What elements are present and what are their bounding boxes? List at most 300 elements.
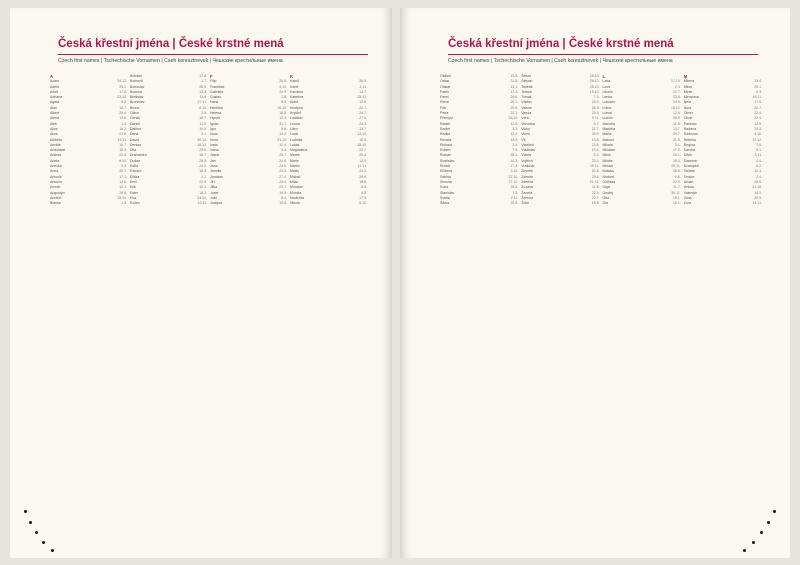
first-name: Leoš xyxy=(602,84,611,89)
name-day-date: 4.10. xyxy=(754,132,762,137)
name-day-date: 25.8. xyxy=(672,116,681,121)
name-day-date: 28.10. xyxy=(589,84,600,89)
first-name: Helena xyxy=(210,111,222,116)
name-day-date: 23.5. xyxy=(591,142,600,147)
name-day-date: 26.3. xyxy=(591,105,600,110)
first-name: Justýna xyxy=(210,201,223,206)
name-day-date: 24.7. xyxy=(359,105,367,110)
first-name: Šárka xyxy=(440,201,450,206)
name-day-date: 24.7. xyxy=(359,111,367,116)
name-day-date: 13.7. xyxy=(672,126,681,131)
name-day-date: 25.4. xyxy=(359,153,367,158)
first-name: Evžen xyxy=(130,201,140,206)
first-name: Radim xyxy=(440,126,451,131)
name-day-date: 15.4. xyxy=(591,148,600,153)
name-day-date: 31.7. xyxy=(279,121,287,126)
left-page-header xyxy=(58,38,368,64)
first-name: Břetislav xyxy=(130,95,144,100)
first-name: Teodor xyxy=(683,174,695,179)
first-name: Bohdan xyxy=(130,74,143,78)
first-name: Antonie xyxy=(50,174,62,179)
left-page xyxy=(10,8,392,558)
decorative-dot xyxy=(42,541,45,544)
first-name: Petra xyxy=(440,111,449,116)
name-day-date: 17.6. xyxy=(119,89,127,94)
name-day-date: 17.2. xyxy=(672,148,681,153)
name-day-date: 13.7. xyxy=(359,126,367,131)
first-name: Lucie xyxy=(290,132,299,137)
name-day-date: 29.4. xyxy=(510,185,519,190)
name-day-date: 23.5. xyxy=(591,111,600,116)
name-day-date: 24.12. xyxy=(197,195,207,200)
name-day-date: 25.7. xyxy=(279,153,287,158)
name-day-date: 12.6. xyxy=(510,121,519,126)
first-name: Dita xyxy=(130,148,137,153)
first-name: Alice xyxy=(50,126,58,131)
name-day-date: 3.4. xyxy=(512,142,519,147)
name-day-date: 19.3. xyxy=(279,190,287,195)
first-name: Alena xyxy=(50,116,59,121)
first-name: Lada xyxy=(602,79,611,84)
first-name: Filip xyxy=(210,79,217,84)
name-day-date: 5.1. xyxy=(756,148,762,153)
name-day-date: 24.2. xyxy=(359,169,367,174)
right-page-subtitle: Czech first names | Tschechische Vornamen | Cseh keresztnevek | Чешские крестильные имена xyxy=(448,58,673,64)
first-name: Aurelie xyxy=(50,195,61,200)
first-name: Jaroslav xyxy=(210,174,224,179)
first-name: Magdaléna xyxy=(290,148,308,153)
first-name: Lubor xyxy=(602,105,612,110)
name-day-date: 21.12. xyxy=(589,179,600,184)
first-name: Olivie xyxy=(683,116,693,121)
first-name: Marek xyxy=(290,153,300,158)
name-day-date: 17.4. xyxy=(510,164,519,169)
right-page xyxy=(400,8,790,558)
first-name: Žaneta xyxy=(521,190,533,195)
first-name: Zbyněk xyxy=(521,169,533,174)
name-day-date: 16.7. xyxy=(119,105,127,110)
name-day-date: 19.11. xyxy=(117,137,127,142)
first-name: Ludvík xyxy=(602,116,613,121)
first-name: Hedvika xyxy=(210,105,223,110)
name-row xyxy=(130,201,210,206)
first-name: Anežka xyxy=(50,164,62,169)
name-day-date: 23.4. xyxy=(591,158,600,163)
name-row xyxy=(210,201,290,206)
letter-heading: M xyxy=(683,74,688,79)
first-name: Simona xyxy=(440,179,452,184)
first-name: Tadeáš xyxy=(521,84,533,89)
decorative-dot xyxy=(752,541,755,544)
first-name: Vladislav xyxy=(521,148,536,153)
name-day-date: 26.12. xyxy=(589,79,600,84)
right-name-columns xyxy=(440,74,765,206)
name-day-date: 15.10. xyxy=(589,89,600,94)
name-column xyxy=(684,74,765,206)
first-name: Radovan xyxy=(683,132,698,137)
first-name: Patrik xyxy=(440,89,449,94)
name-day-date: 8.4. xyxy=(281,195,287,200)
name-day-date: 27.11. xyxy=(197,100,207,105)
first-name: Kryštof xyxy=(290,111,301,116)
first-name: Eduard xyxy=(130,169,142,174)
letter-heading: L xyxy=(602,74,606,79)
name-day-date: 24.2. xyxy=(199,164,207,169)
first-name: Markéta xyxy=(602,126,616,131)
name-day-date: 30.12. xyxy=(197,137,207,142)
name-day-date: 12.5. xyxy=(672,111,681,116)
letter-heading: F xyxy=(210,74,213,79)
name-day-date: 3.1. xyxy=(674,142,681,147)
title-rule xyxy=(448,54,758,55)
first-name: Ondřej xyxy=(602,190,614,195)
name-day-date: 8.2. xyxy=(756,164,762,169)
name-day-date: 4.10. xyxy=(279,84,287,89)
name-day-date: 10.1. xyxy=(199,185,207,190)
first-name: Alan xyxy=(50,105,58,110)
first-name: Nikola xyxy=(290,201,300,206)
name-day-date: 21.9. xyxy=(672,137,681,142)
name-day-date: 22.9. xyxy=(672,179,681,184)
name-day-date: 26.5. xyxy=(279,79,287,84)
first-name: Kateřina xyxy=(290,95,304,100)
name-row xyxy=(290,201,370,206)
first-name: Iveta xyxy=(210,142,218,147)
name-day-date: 21.10. xyxy=(752,185,762,190)
first-name: Světla xyxy=(440,195,450,200)
first-name: Anna xyxy=(50,169,59,174)
name-day-date: 12.8. xyxy=(359,100,367,105)
first-name: Pavel xyxy=(440,95,449,100)
name-day-date: 15.8. xyxy=(510,74,519,78)
name-day-date: 18.7. xyxy=(199,153,207,158)
first-name: Albert xyxy=(50,111,60,116)
first-name: Antonín xyxy=(50,179,63,184)
name-day-date: 27.10. xyxy=(508,179,519,184)
first-name: Denisa xyxy=(130,142,141,147)
name-day-date: 13.6. xyxy=(119,179,127,184)
first-name: David xyxy=(130,137,139,142)
first-name: Tomáš xyxy=(521,95,532,100)
name-day-date: 12.3. xyxy=(279,116,287,121)
name-day-date: 31.5. xyxy=(510,79,519,84)
name-day-date: 18.6. xyxy=(359,179,367,184)
decorative-dot xyxy=(743,549,746,552)
first-name: Valentýn xyxy=(683,190,698,195)
first-name: Nataša xyxy=(602,169,614,174)
first-name: Viola xyxy=(683,195,692,200)
name-day-date: 29.8. xyxy=(510,201,519,206)
first-name: Augustýn xyxy=(50,190,65,195)
first-name: Marcela xyxy=(602,121,615,126)
name-day-date: 1.7. xyxy=(201,79,207,84)
first-name: Silvie xyxy=(683,153,693,158)
name-day-date: 16.12. xyxy=(197,142,207,147)
first-name: Sandra xyxy=(683,148,696,153)
name-day-date: 2.11. xyxy=(510,195,519,200)
name-day-date: 17.1. xyxy=(119,174,127,179)
name-day-date: 21.6. xyxy=(119,132,127,137)
left-page-title: Česká křestní jména | České krstné mená xyxy=(58,38,284,50)
name-day-date: 30.11. xyxy=(671,190,681,195)
name-day-date: 26.1. xyxy=(510,100,519,105)
name-day-date: 14.9. xyxy=(672,100,681,105)
first-name: Alžběta xyxy=(50,137,62,142)
first-name: Amálie xyxy=(50,142,61,147)
first-name: Růžena xyxy=(440,169,453,174)
name-day-date: 16.11. xyxy=(752,95,762,100)
name-day-date: 2.4. xyxy=(756,174,762,179)
decorative-dot xyxy=(35,531,38,534)
first-name: Dušan xyxy=(130,158,141,163)
title-rule xyxy=(58,54,368,55)
name-day-date: 6.10. xyxy=(119,158,127,163)
name-day-date: 3.5. xyxy=(201,111,207,116)
name-day-date: 17.5. xyxy=(754,100,762,105)
name-day-date: 4.11. xyxy=(359,84,367,89)
first-name: Miluše xyxy=(602,158,613,163)
name-day-date: 11.8. xyxy=(591,185,600,190)
first-name: Vladimír xyxy=(521,142,535,147)
first-name: Želmíra xyxy=(521,195,534,200)
name-day-date: 25.1. xyxy=(119,84,127,89)
first-name: Josef xyxy=(210,190,219,195)
first-name: Radana xyxy=(683,126,697,131)
first-name: Jakub xyxy=(210,153,220,158)
first-name: Ludmila xyxy=(290,137,303,142)
name-day-date: 15.4. xyxy=(119,148,127,153)
first-name: Kristýna xyxy=(290,105,303,110)
first-name: Bohuslav xyxy=(130,84,145,89)
name-day-date: 26.7. xyxy=(119,169,127,174)
name-day-date: 25.11. xyxy=(357,95,367,100)
first-name: Svatopluk xyxy=(683,164,700,169)
first-name: Karel xyxy=(290,84,299,89)
first-name: Hana xyxy=(210,100,219,105)
name-day-date: 24.3. xyxy=(279,169,287,174)
name-day-date: 26.9. xyxy=(359,79,367,84)
first-name: Oldřich xyxy=(440,74,452,78)
name-day-date: 6.6. xyxy=(674,174,681,179)
decorative-dot xyxy=(773,510,776,513)
first-name: Oldřiška xyxy=(602,179,616,184)
first-name: Gustav xyxy=(210,95,222,100)
first-name: Aneta xyxy=(50,158,60,163)
first-name: Erik xyxy=(130,185,137,190)
name-day-date: 22.7. xyxy=(591,195,600,200)
first-name: Ladislav xyxy=(290,116,303,121)
name-day-date: 24.5. xyxy=(279,164,287,169)
name-day-date: 23.10. xyxy=(117,95,127,100)
first-name: Klára xyxy=(290,100,299,105)
first-name: Marie xyxy=(290,158,299,163)
name-day-date: 28.10. xyxy=(589,74,600,78)
first-name: Jiří xyxy=(210,179,215,184)
first-name: Dalibor xyxy=(130,126,142,131)
first-name: Miriam xyxy=(602,164,613,169)
first-name: Zuzana xyxy=(521,185,533,190)
name-column xyxy=(210,74,290,206)
first-name: Libuše xyxy=(602,89,613,94)
first-name: Veronika xyxy=(521,121,535,126)
name-day-date: 18.3. xyxy=(199,169,207,174)
first-name: Robert xyxy=(440,148,451,153)
decorative-dot xyxy=(51,549,54,552)
name-day-date: 29.3. xyxy=(754,126,762,131)
first-name: Lukáš xyxy=(290,142,300,147)
first-name: Agáta xyxy=(50,100,60,105)
name-day-date: 2.3. xyxy=(121,164,127,169)
name-day-date: 3.3. xyxy=(512,126,519,131)
name-day-date: 16.10. xyxy=(277,105,287,110)
first-name: Sabina xyxy=(440,174,451,179)
first-name: Petr xyxy=(440,105,447,110)
name-day-date: 24.9. xyxy=(279,89,287,94)
name-day-date: 18.10. xyxy=(357,142,367,147)
name-day-date: 22.3. xyxy=(591,190,600,195)
name-day-date: 1.8. xyxy=(121,201,127,206)
name-day-date: 6.12. xyxy=(359,201,367,206)
first-name: Přemysl xyxy=(440,116,453,121)
first-name: Žofie xyxy=(521,201,530,206)
name-day-date: 1.4. xyxy=(121,121,127,126)
first-name: Rostislav xyxy=(440,158,455,163)
first-name: Božena xyxy=(130,89,142,94)
first-name: Radek xyxy=(440,121,451,126)
first-name: Regína xyxy=(683,142,696,147)
name-day-date: 9.2. xyxy=(593,153,600,158)
first-name: Otto xyxy=(602,195,610,200)
name-day-date: 12.9. xyxy=(359,158,367,163)
first-name: Oliver xyxy=(683,111,693,116)
first-name: Gabriela xyxy=(210,89,224,94)
first-name: Nela xyxy=(683,100,691,105)
first-name: Vojtěch xyxy=(521,158,533,163)
first-name: Štěpán xyxy=(521,79,533,84)
name-day-date: 1.1. xyxy=(201,174,207,179)
name-day-date: 4.4. xyxy=(756,158,762,163)
first-name: Valerie xyxy=(521,105,532,110)
name-day-date: 17.8. xyxy=(199,74,207,78)
name-day-date: 28.4. xyxy=(672,158,681,163)
first-name: Lubomír xyxy=(602,100,616,105)
first-name: Milena xyxy=(683,79,695,84)
name-day-date: 22.4. xyxy=(754,111,762,116)
first-name: Miloslav xyxy=(602,148,616,153)
name-day-date: 15.5. xyxy=(591,201,600,206)
first-name: Ester xyxy=(130,190,139,195)
name-row xyxy=(684,201,765,206)
name-day-date: 7.9. xyxy=(756,142,762,147)
name-day-date: 4.5. xyxy=(361,190,367,195)
letter-heading: A xyxy=(50,74,54,79)
name-row xyxy=(50,201,130,206)
name-day-date: 11.7. xyxy=(673,185,681,190)
first-name: Vanda xyxy=(521,111,532,116)
name-day-date: 15.10. xyxy=(117,195,127,200)
name-day-date: 16.9. xyxy=(359,137,367,142)
first-name: František xyxy=(210,84,225,89)
name-day-date: 28.8. xyxy=(119,190,127,195)
first-name: Oskar xyxy=(440,79,450,84)
first-name: Radka xyxy=(440,132,451,137)
name-row xyxy=(440,201,521,206)
first-name: Uršula xyxy=(683,185,694,190)
name-day-date: 25.1. xyxy=(672,153,681,158)
name-day-date: 22.7. xyxy=(359,148,367,153)
name-day-date: 23.6. xyxy=(591,174,600,179)
name-column xyxy=(440,74,521,206)
name-day-date: 27.4. xyxy=(279,174,287,179)
name-day-date: 28.9. xyxy=(591,100,600,105)
first-name: Adam xyxy=(50,79,60,84)
name-day-date: 23.8. xyxy=(672,95,681,100)
first-name: Jana xyxy=(210,164,218,169)
first-name: Ctibor xyxy=(130,111,140,116)
decorative-dot xyxy=(767,521,770,524)
name-column xyxy=(130,74,210,206)
name-day-date: 13.4. xyxy=(754,79,762,84)
first-name: Eva xyxy=(130,195,137,200)
name-day-date: 6.3. xyxy=(756,89,762,94)
first-name: Zdeňka xyxy=(521,179,533,184)
first-name: Jitka xyxy=(210,185,218,190)
name-day-date: 29.6. xyxy=(199,148,207,153)
name-day-date: 22.2. xyxy=(510,111,519,116)
name-day-date: 7.5. xyxy=(512,190,519,195)
first-name: Karolína xyxy=(290,89,304,94)
first-name: Vratislav xyxy=(521,164,535,169)
first-name: Urban xyxy=(683,179,694,184)
first-name: Otakar xyxy=(440,84,451,89)
first-name: Stanislav xyxy=(440,190,455,195)
name-day-date: 21.7. xyxy=(591,126,600,131)
first-name: Tereza xyxy=(521,89,532,94)
name-column xyxy=(603,74,684,206)
first-name: Zora xyxy=(683,201,691,206)
first-name: Čeněk xyxy=(130,116,141,121)
first-name: Šimon xyxy=(521,74,532,78)
name-day-date: 12.12. xyxy=(752,137,762,142)
name-day-date: 14.7. xyxy=(359,89,367,94)
name-day-date: 29.7. xyxy=(672,132,681,137)
first-name: Bohumil xyxy=(130,79,143,84)
name-day-date: 11.9. xyxy=(199,121,207,126)
name-column xyxy=(50,74,130,206)
first-name: Anastázie xyxy=(50,148,66,153)
name-day-date: 13.11. xyxy=(197,201,207,206)
first-name: Viktor xyxy=(521,126,531,131)
letter-heading: K xyxy=(290,74,294,79)
first-name: Marta xyxy=(602,132,612,137)
first-name: Jarmila xyxy=(210,169,222,174)
first-name: Pavla xyxy=(440,100,449,105)
name-day-date: 2.4. xyxy=(674,84,681,89)
name-day-date: 13.8. xyxy=(119,116,127,121)
name-day-date: 3.1. xyxy=(201,132,207,137)
first-name: Drahomíra xyxy=(130,153,147,158)
name-day-date: 13.12. xyxy=(357,132,367,137)
name-day-date: 18.8. xyxy=(279,111,287,116)
name-day-date: 15.6. xyxy=(591,137,600,142)
name-day-date: 10.3. xyxy=(510,158,519,163)
right-page-title: Česká křestní jména | České krstné mená xyxy=(448,38,674,50)
name-day-date: 26.8. xyxy=(672,169,681,174)
first-name: Ignác xyxy=(210,121,219,126)
first-name: Nora xyxy=(683,105,692,110)
name-day-date: 13.1. xyxy=(510,84,519,89)
name-day-date: 14.2. xyxy=(754,190,762,195)
